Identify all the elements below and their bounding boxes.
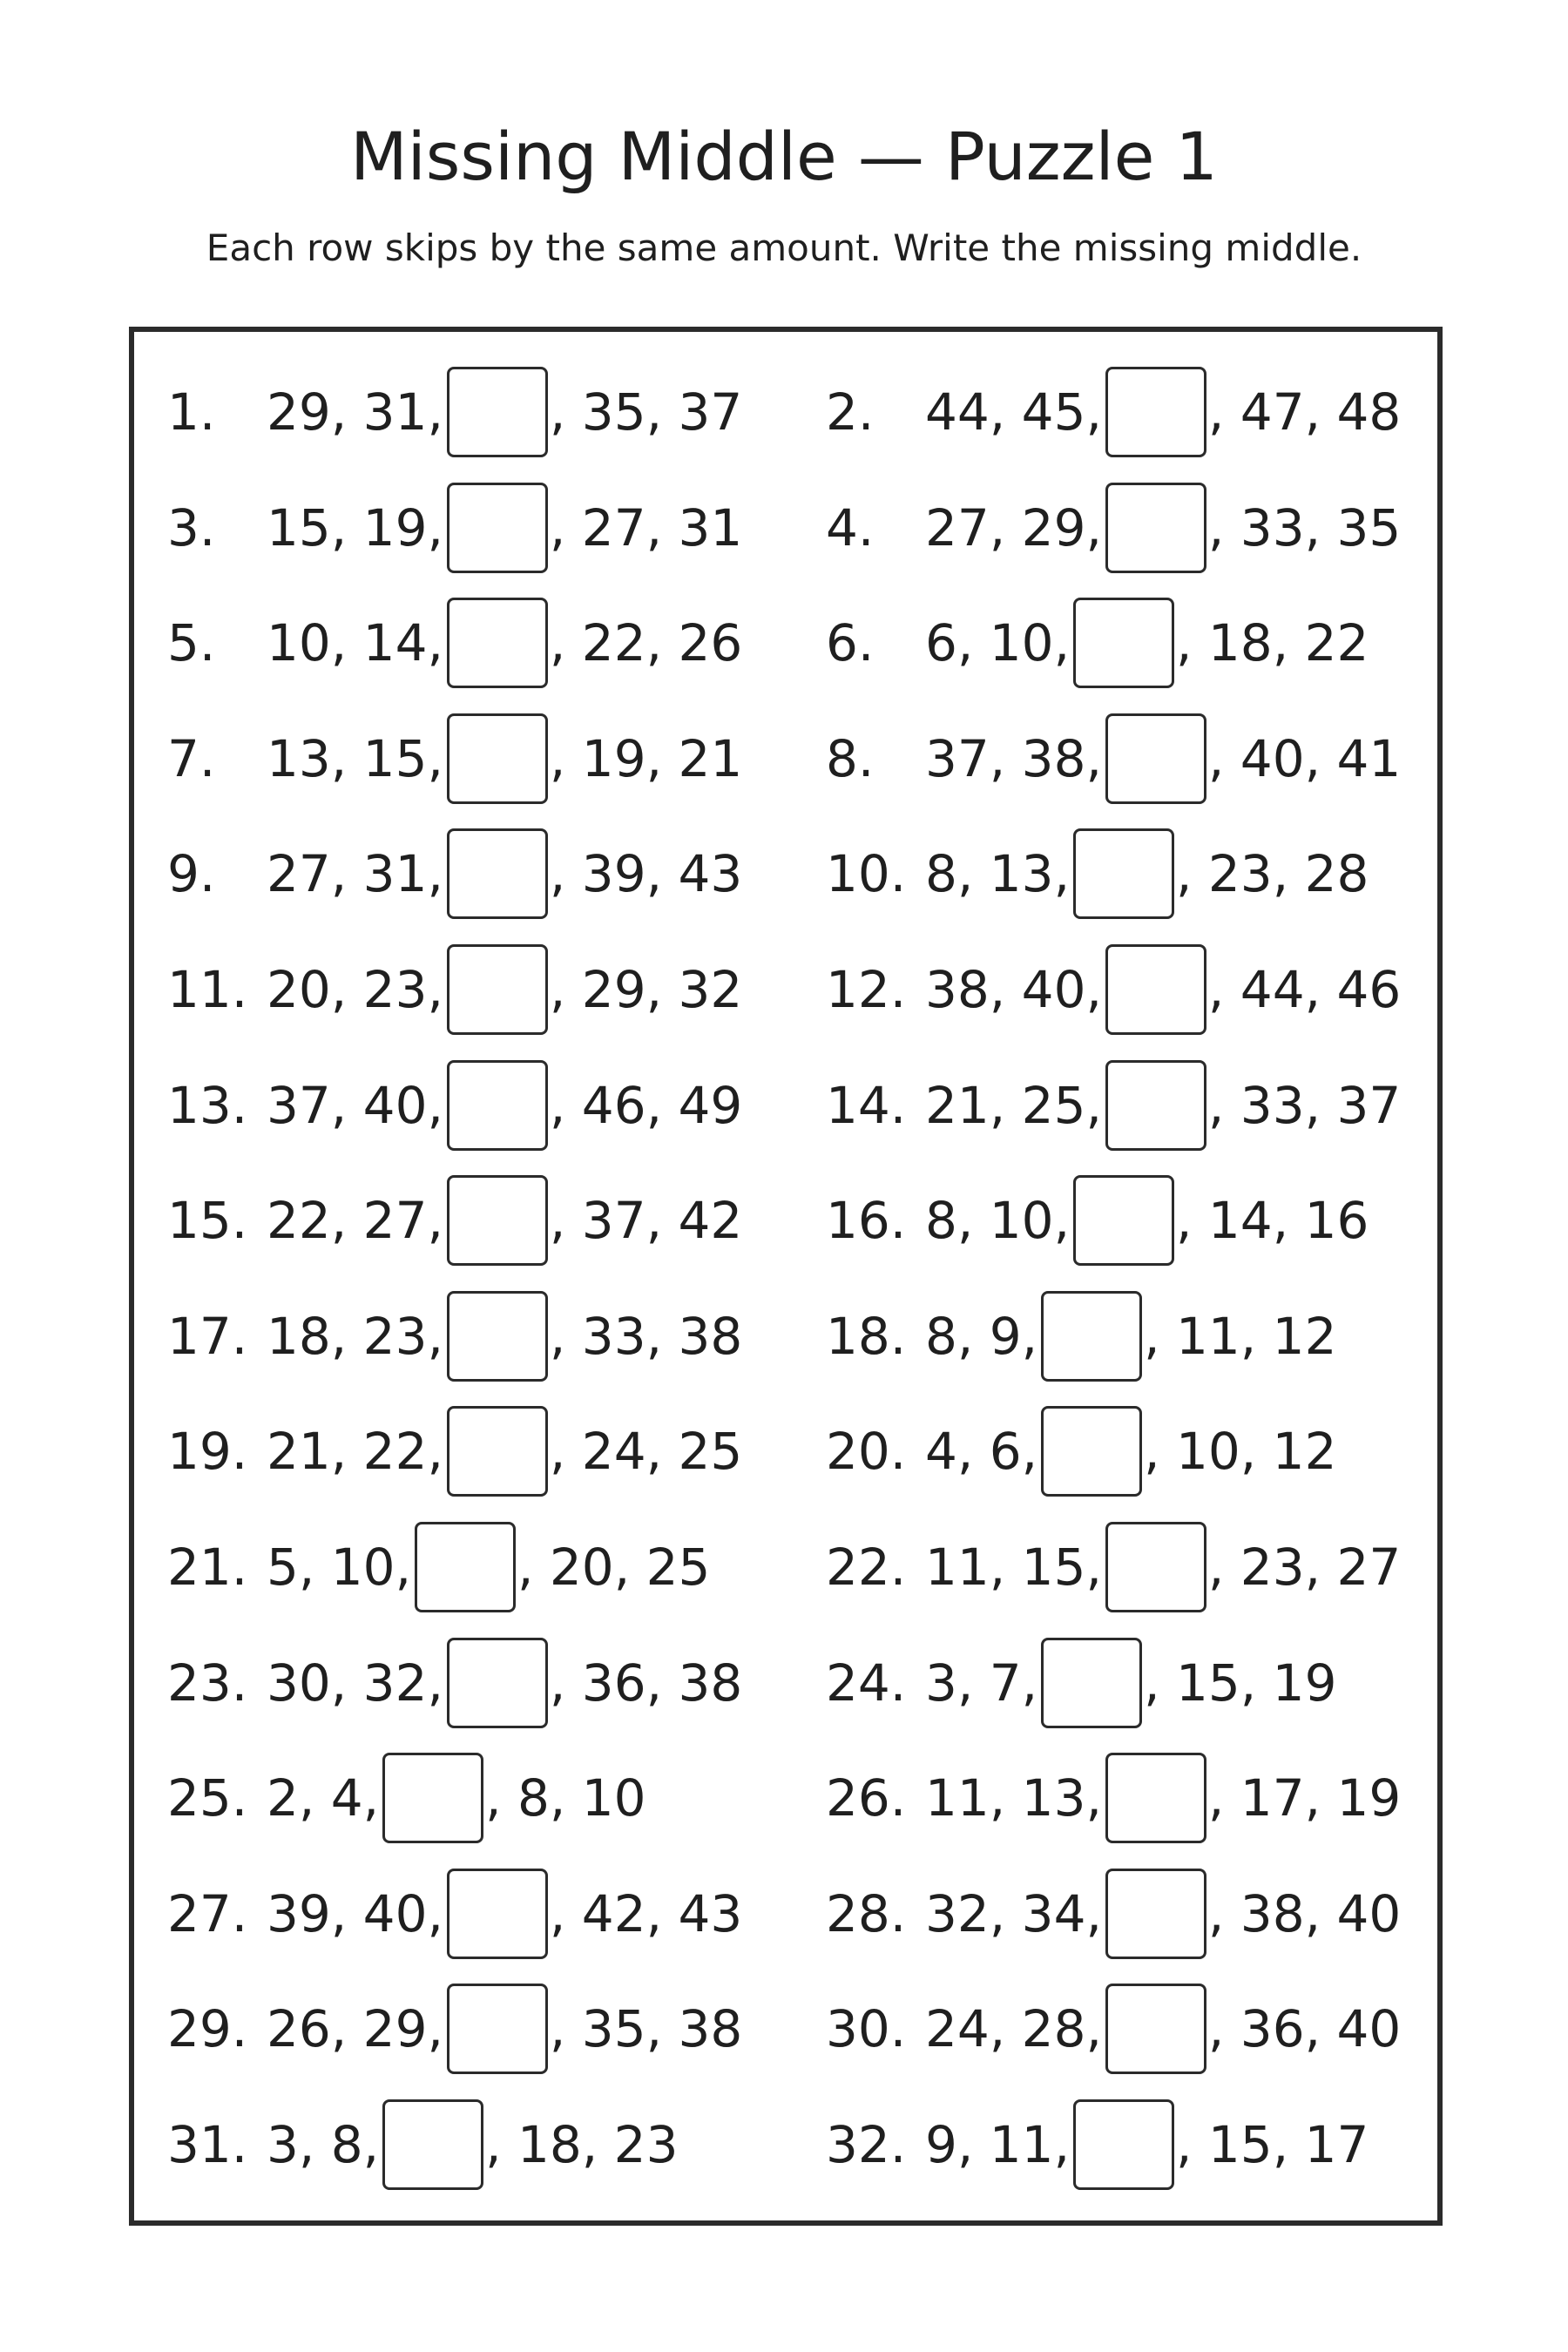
problem-item <box>826 1288 1336 1384</box>
sequence-end: , 33, 35 <box>1207 497 1402 558</box>
problem-number: 18. <box>826 1306 907 1366</box>
sequence-start: 3, 7, <box>925 1652 1038 1713</box>
problem-number: 8. <box>826 728 875 788</box>
answer-box[interactable] <box>1105 1522 1206 1612</box>
sequence-end: , 37, 42 <box>549 1191 743 1251</box>
problem-number: 12. <box>826 960 907 1019</box>
sequence-end: , 23, 27 <box>1207 1538 1402 1597</box>
sequence-start: 37, 38, <box>925 728 1102 788</box>
answer-box[interactable] <box>1073 1175 1174 1266</box>
problem-number: 15. <box>167 1191 248 1251</box>
problem-number: 14. <box>826 1075 907 1135</box>
sequence-start: 37, 40, <box>267 1075 443 1135</box>
problem-item <box>167 1750 646 1846</box>
problem-number: 7. <box>167 728 216 788</box>
sequence-end: , 15, 17 <box>1176 2115 1369 2174</box>
answer-box[interactable] <box>447 1984 548 2074</box>
answer-box[interactable] <box>382 2099 483 2190</box>
sequence-start: 11, 15, <box>925 1538 1102 1597</box>
answer-box[interactable] <box>1073 828 1174 919</box>
sequence-start: 44, 45, <box>925 382 1102 442</box>
problem-item <box>167 1403 742 1499</box>
problem-number: 24. <box>826 1652 907 1713</box>
answer-box[interactable] <box>1105 1060 1206 1151</box>
sequence-start: 26, 29, <box>267 1999 443 2059</box>
sequence-start: 8, 13, <box>925 844 1071 904</box>
problem-item <box>826 1981 1401 2077</box>
problem-item <box>826 480 1401 576</box>
answer-box[interactable] <box>447 1638 548 1728</box>
sequence-start: 11, 13, <box>925 1768 1102 1828</box>
sequence-end: , 46, 49 <box>549 1075 743 1135</box>
problem-item <box>826 1403 1336 1499</box>
answer-box[interactable] <box>447 1869 548 1959</box>
answer-box[interactable] <box>447 1291 548 1382</box>
sequence-end: , 18, 23 <box>485 2115 679 2174</box>
problem-number: 19. <box>167 1422 248 1482</box>
answer-box[interactable] <box>1105 944 1206 1035</box>
sequence-start: 27, 31, <box>267 844 443 904</box>
instructions: Each row skips by the same amount. Write the missing middle. <box>206 226 1362 269</box>
sequence-start: 8, 9, <box>925 1306 1038 1366</box>
sequence-end: , 35, 38 <box>549 1999 743 2059</box>
problem-number: 10. <box>826 844 907 904</box>
problem-number: 21. <box>167 1538 248 1597</box>
problem-item <box>167 2097 678 2193</box>
answer-box[interactable] <box>447 367 548 457</box>
sequence-start: 27, 29, <box>925 497 1102 558</box>
problem-number: 30. <box>826 1999 907 2059</box>
sequence-end: , 10, 12 <box>1144 1422 1337 1482</box>
problem-number: 16. <box>826 1191 907 1251</box>
problem-number: 2. <box>826 382 875 442</box>
problem-number: 9. <box>167 844 216 904</box>
sequence-end: , 33, 37 <box>1207 1075 1402 1135</box>
answer-box[interactable] <box>447 828 548 919</box>
sequence-end: , 8, 10 <box>485 1768 646 1828</box>
problem-number: 23. <box>167 1652 248 1713</box>
sequence-end: , 40, 41 <box>1207 728 1402 788</box>
problem-item <box>826 826 1369 922</box>
problem-item <box>167 1519 710 1615</box>
problem-item <box>826 711 1401 807</box>
problem-item <box>167 364 742 460</box>
problem-number: 27. <box>167 1883 248 1943</box>
answer-box[interactable] <box>1041 1406 1142 1497</box>
sequence-end: , 24, 25 <box>549 1422 743 1482</box>
sequence-start: 22, 27, <box>267 1191 443 1251</box>
sequence-start: 21, 22, <box>267 1422 443 1482</box>
problem-number: 5. <box>167 613 216 673</box>
sequence-end: , 18, 22 <box>1176 613 1369 673</box>
sequence-start: 6, 10, <box>925 613 1071 673</box>
problem-item <box>167 1173 742 1268</box>
problem-number: 25. <box>167 1768 248 1828</box>
problem-item <box>167 711 742 807</box>
answer-box[interactable] <box>1105 1753 1206 1843</box>
sequence-start: 13, 15, <box>267 728 443 788</box>
answer-box[interactable] <box>447 483 548 573</box>
sequence-start: 3, 8, <box>267 2115 380 2174</box>
sequence-start: 9, 11, <box>925 2115 1071 2174</box>
answer-box[interactable] <box>1041 1291 1142 1382</box>
problem-item <box>826 1173 1369 1268</box>
problem-item <box>826 1750 1401 1846</box>
sequence-start: 4, 6, <box>925 1422 1038 1482</box>
problem-number: 22. <box>826 1538 907 1597</box>
problem-number: 29. <box>167 1999 248 2059</box>
answer-box[interactable] <box>382 1753 483 1843</box>
answer-box[interactable] <box>447 713 548 804</box>
sequence-start: 39, 40, <box>267 1883 443 1943</box>
problem-item <box>826 1635 1336 1731</box>
sequence-end: , 47, 48 <box>1207 382 1402 442</box>
answer-box[interactable] <box>1105 1869 1206 1959</box>
sequence-end: , 36, 40 <box>1207 1999 1402 2059</box>
answer-box[interactable] <box>447 1175 548 1266</box>
problem-number: 11. <box>167 960 248 1019</box>
problem-number: 28. <box>826 1883 907 1943</box>
problem-item <box>826 595 1369 691</box>
answer-box[interactable] <box>447 944 548 1035</box>
sequence-end: , 23, 28 <box>1176 844 1369 904</box>
sequence-end: , 38, 40 <box>1207 1883 1402 1943</box>
sequence-start: 20, 23, <box>267 960 443 1019</box>
sequence-end: , 44, 46 <box>1207 960 1402 1019</box>
answer-box[interactable] <box>447 1060 548 1151</box>
sequence-start: 8, 10, <box>925 1191 1071 1251</box>
problem-item <box>167 1981 742 2077</box>
sequence-start: 15, 19, <box>267 497 443 558</box>
problem-item <box>167 1288 742 1384</box>
problem-number: 26. <box>826 1768 907 1828</box>
sequence-end: , 29, 32 <box>549 960 743 1019</box>
problem-number: 17. <box>167 1306 248 1366</box>
answer-box[interactable] <box>1105 367 1206 457</box>
sequence-start: 24, 28, <box>925 1999 1102 2059</box>
sequence-end: , 22, 26 <box>549 613 743 673</box>
problem-item <box>167 1635 742 1731</box>
problem-item <box>167 595 742 691</box>
problem-item <box>167 826 742 922</box>
answer-box[interactable] <box>447 1406 548 1497</box>
problem-number: 1. <box>167 382 216 442</box>
sequence-start: 18, 23, <box>267 1306 443 1366</box>
problem-number: 3. <box>167 497 216 558</box>
sequence-end: , 11, 12 <box>1144 1306 1337 1366</box>
sequence-start: 5, 10, <box>267 1538 412 1597</box>
worksheet-title: Missing Middle — Puzzle 1 <box>350 118 1218 195</box>
problem-item <box>826 942 1401 1037</box>
answer-box[interactable] <box>447 598 548 688</box>
sequence-start: 29, 31, <box>267 382 443 442</box>
answer-box[interactable] <box>1105 483 1206 573</box>
problem-item <box>826 2097 1369 2193</box>
sequence-start: 10, 14, <box>267 613 443 673</box>
problem-number: 4. <box>826 497 875 558</box>
problem-item <box>167 1058 742 1153</box>
answer-box[interactable] <box>1041 1638 1142 1728</box>
problem-item <box>167 942 742 1037</box>
problem-number: 13. <box>167 1075 248 1135</box>
problem-item <box>826 1866 1401 1962</box>
sequence-start: 32, 34, <box>925 1883 1102 1943</box>
sequence-end: , 20, 25 <box>517 1538 711 1597</box>
sequence-end: , 33, 38 <box>549 1306 743 1366</box>
problem-item <box>826 1058 1401 1153</box>
sequence-end: , 14, 16 <box>1176 1191 1369 1251</box>
sequence-end: , 36, 38 <box>549 1652 743 1713</box>
sequence-end: , 35, 37 <box>549 382 743 442</box>
problem-item <box>167 480 742 576</box>
sequence-end: , 42, 43 <box>549 1883 743 1943</box>
answer-box[interactable] <box>1105 713 1206 804</box>
problem-item <box>167 1866 742 1962</box>
answer-box[interactable] <box>1105 1984 1206 2074</box>
sequence-start: 30, 32, <box>267 1652 443 1713</box>
answer-box[interactable] <box>1073 2099 1174 2190</box>
sequence-start: 2, 4, <box>267 1768 380 1828</box>
sequence-end: , 27, 31 <box>549 497 743 558</box>
sequence-end: , 19, 21 <box>549 728 743 788</box>
sequence-end: , 17, 19 <box>1207 1768 1402 1828</box>
sequence-end: , 39, 43 <box>549 844 743 904</box>
problem-item <box>826 364 1401 460</box>
problem-number: 6. <box>826 613 875 673</box>
sequence-start: 38, 40, <box>925 960 1102 1019</box>
problem-number: 32. <box>826 2115 907 2174</box>
problem-item <box>826 1519 1401 1615</box>
sequence-end: , 15, 19 <box>1144 1652 1337 1713</box>
problem-number: 20. <box>826 1422 907 1482</box>
answer-box[interactable] <box>415 1522 516 1612</box>
problem-number: 31. <box>167 2115 248 2174</box>
sequence-start: 21, 25, <box>925 1075 1102 1135</box>
answer-box[interactable] <box>1073 598 1174 688</box>
